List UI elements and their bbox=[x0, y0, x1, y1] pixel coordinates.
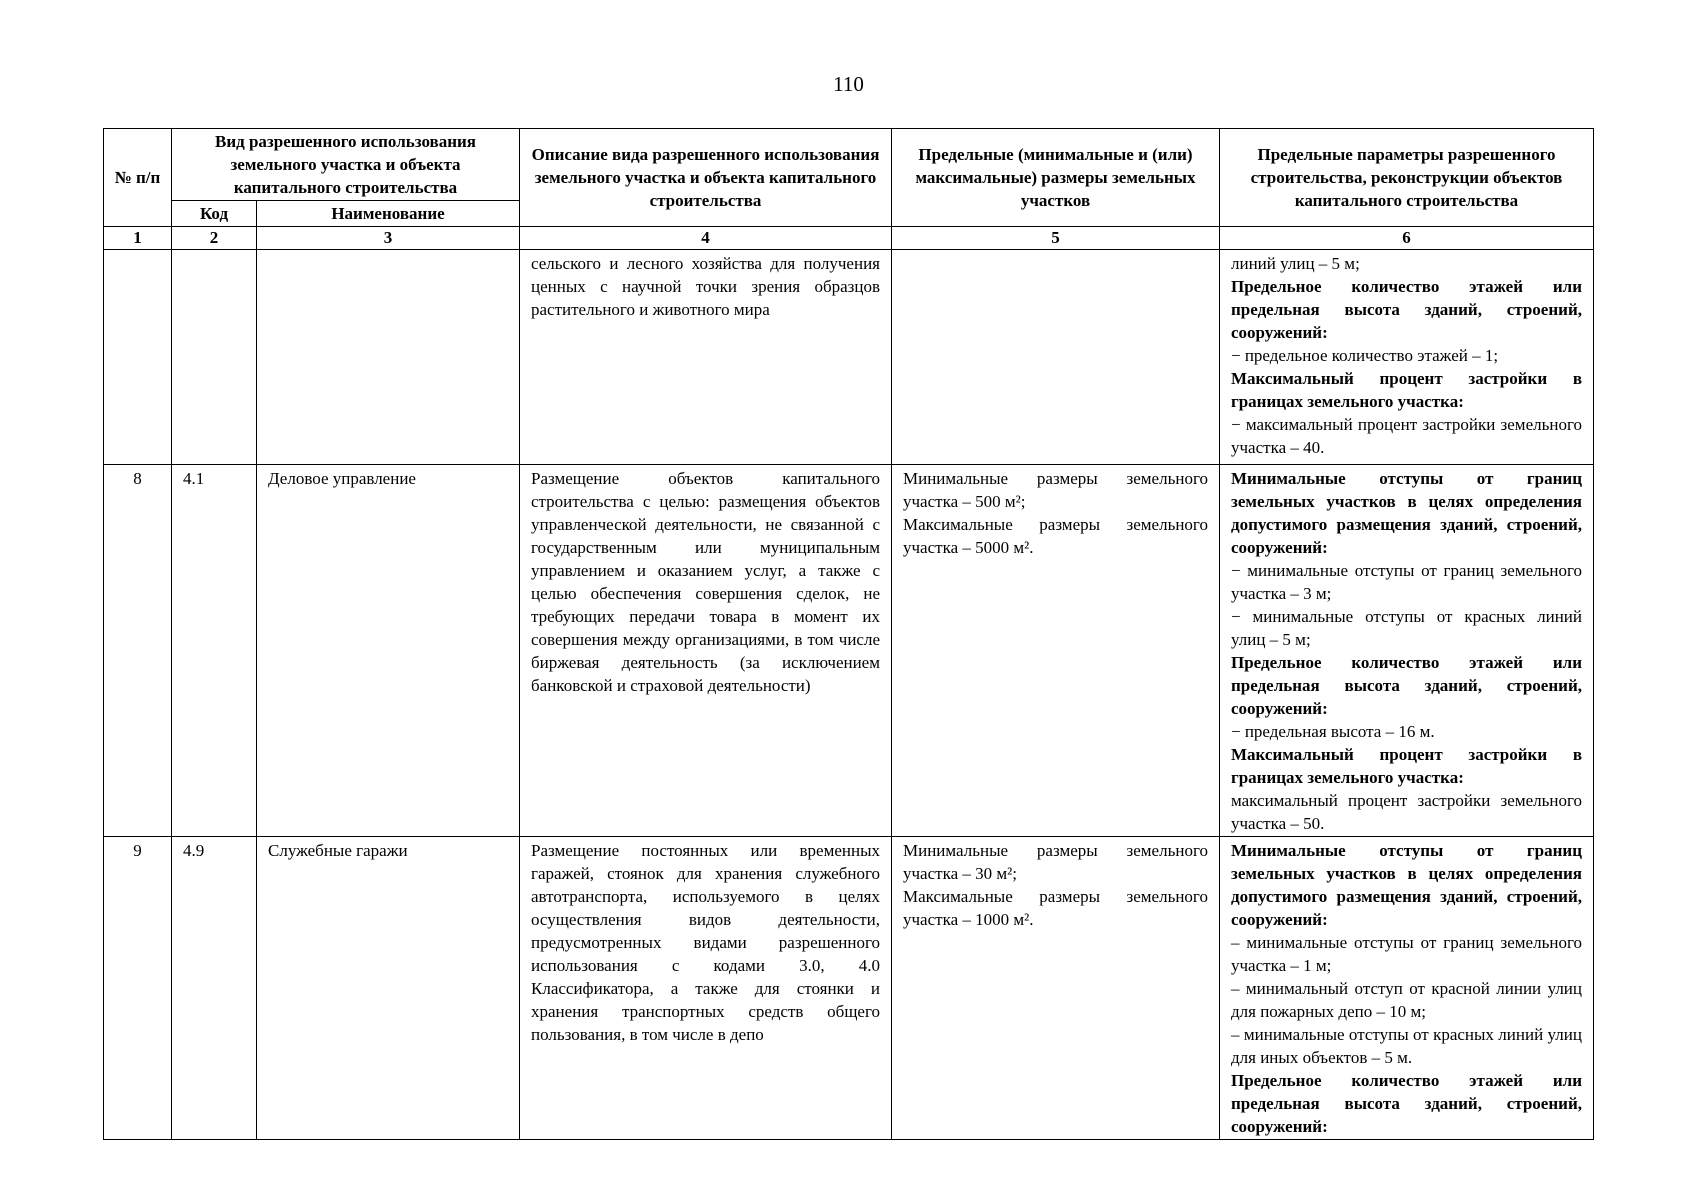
param-line: – минимальные отступы от красных линий улиц для иных объектов – 5 м. bbox=[1231, 1025, 1582, 1067]
column-number: 5 bbox=[892, 227, 1220, 250]
column-number: 6 bbox=[1220, 227, 1594, 250]
row-name: Служебные гаражи bbox=[257, 837, 520, 1140]
table-row bbox=[104, 465, 1594, 837]
row-num: 8 bbox=[104, 465, 172, 837]
row-params bbox=[1220, 837, 1594, 1140]
size-line: Минимальные размеры земельного участка – 500 м²; bbox=[903, 469, 1208, 511]
param-line: − предельное количество этажей – 1; bbox=[1231, 346, 1499, 365]
param-heading: Предельное количество этажей или предельная высота зданий, строений, сооружений: bbox=[1231, 1071, 1582, 1136]
header-code: Код bbox=[172, 201, 257, 227]
column-number: 4 bbox=[520, 227, 892, 250]
row-description: Размещение постоянных или временных гаражей, стоянок для хранения служебного автотранспорта, используемого в целях осуществления видов деятельности, предусмотренных видами разрешенного использования с кодами 3.0, 4.0 Классификатора, а также для стоянки и хранения транспортных средств общего пользования, в том числе в депо bbox=[520, 837, 892, 1140]
row-code bbox=[172, 250, 257, 465]
row-num: 9 bbox=[104, 837, 172, 1140]
param-line: − минимальные отступы от границ земельного участка – 3 м; bbox=[1231, 561, 1582, 603]
size-line: Максимальные размеры земельного участка – 5000 м². bbox=[903, 515, 1208, 557]
param-line: – минимальный отступ от красной линии улиц для пожарных депо – 10 м; bbox=[1231, 979, 1582, 1021]
row-code: 4.9 bbox=[172, 837, 257, 1140]
param-heading: Максимальный процент застройки в границах земельного участка: bbox=[1231, 745, 1582, 787]
column-number: 3 bbox=[257, 227, 520, 250]
header-params: Предельные параметры разрешенного строительства, реконструкции объектов капитального строительства bbox=[1220, 129, 1594, 227]
header-row bbox=[104, 129, 1594, 201]
row-name: Деловое управление bbox=[257, 465, 520, 837]
row-sizes bbox=[892, 250, 1220, 465]
regulations-table bbox=[103, 128, 1594, 1140]
header-num: № п/п bbox=[104, 129, 172, 227]
param-heading: Максимальный процент застройки в границах земельного участка: bbox=[1231, 369, 1582, 411]
row-code: 4.1 bbox=[172, 465, 257, 837]
column-number: 1 bbox=[104, 227, 172, 250]
row-params bbox=[1220, 250, 1594, 465]
header-name: Наименование bbox=[257, 201, 520, 227]
column-number: 2 bbox=[172, 227, 257, 250]
row-num bbox=[104, 250, 172, 465]
param-heading: Предельное количество этажей или предельная высота зданий, строений, сооружений: bbox=[1231, 653, 1582, 718]
row-params bbox=[1220, 465, 1594, 837]
param-line: − максимальный процент застройки земельного участка – 40. bbox=[1231, 415, 1582, 457]
param-line: − предельная высота – 16 м. bbox=[1231, 722, 1435, 741]
row-description: сельского и лесного хозяйства для получения ценных с научной точки зрения образцов растительного и животного мира bbox=[520, 250, 892, 465]
page-number: 110 bbox=[833, 72, 864, 96]
param-line: максимальный процент застройки земельного участка – 50. bbox=[1231, 791, 1582, 833]
param-line: линий улиц – 5 м; bbox=[1231, 254, 1360, 273]
header-kind-group: Вид разрешенного использования земельного участка и объекта капитального строительства bbox=[172, 129, 520, 201]
param-line: – минимальные отступы от границ земельного участка – 1 м; bbox=[1231, 933, 1582, 975]
param-heading: Минимальные отступы от границ земельных участков в целях определения допустимого размещения зданий, строений, сооружений: bbox=[1231, 469, 1582, 557]
column-number-row bbox=[104, 227, 1594, 250]
size-line: Минимальные размеры земельного участка – 30 м²; bbox=[903, 841, 1208, 883]
table-row bbox=[104, 837, 1594, 1140]
size-line: Максимальные размеры земельного участка – 1000 м². bbox=[903, 887, 1208, 929]
table-row bbox=[104, 250, 1594, 465]
param-line: − минимальные отступы от красных линий улиц – 5 м; bbox=[1231, 607, 1582, 649]
row-description: Размещение объектов капитального строительства с целью: размещения объектов управленческой деятельности, не связанной с государственным или муниципальным управлением и оказанием услуг, а также с целью обеспечения совершения сделок, не требующих передачи товара в момент их совершения между организациями, в том числе биржевая деятельность (за исключением банковской и страховой деятельности) bbox=[520, 465, 892, 837]
param-heading: Минимальные отступы от границ земельных участков в целях определения допустимого размещения зданий, строений, сооружений: bbox=[1231, 841, 1582, 929]
param-heading: Предельное количество этажей или предельная высота зданий, строений, сооружений: bbox=[1231, 277, 1582, 342]
header-description: Описание вида разрешенного использования земельного участка и объекта капитального строительства bbox=[520, 129, 892, 227]
header-sizes: Предельные (минимальные и (или) максимальные) размеры земельных участков bbox=[892, 129, 1220, 227]
row-sizes bbox=[892, 837, 1220, 1140]
row-name bbox=[257, 250, 520, 465]
row-sizes bbox=[892, 465, 1220, 837]
